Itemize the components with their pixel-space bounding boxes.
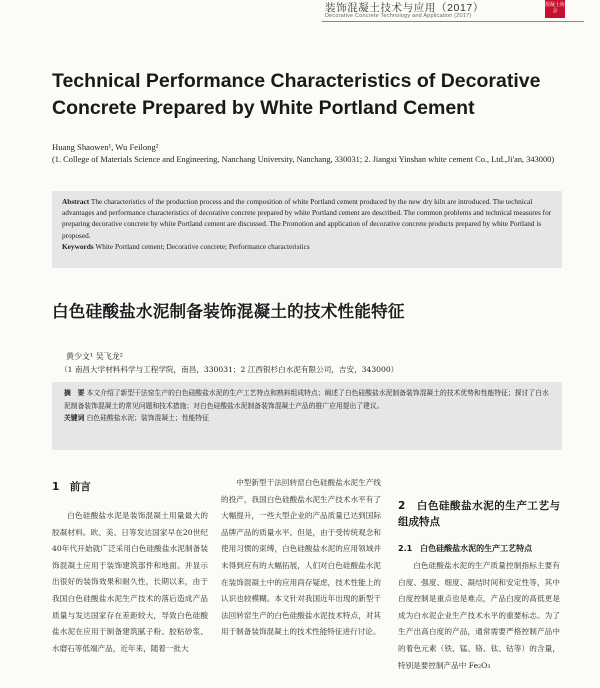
body-column-3	[398, 498, 560, 674]
authors-en: Huang Shaowen¹, Wu Feilong²	[52, 142, 159, 152]
section-1-paragraph-cont: 中型新型干法回转窑白色硅酸盐水泥生产线的投产，我国白色硅酸盐水泥生产技术水平有了大幅提升，一些大型企业的产品质量已达到国际品牌产品的质量水平。但是，由于受传统观念和使用习惯的束缚，白色硅酸盐水泥的应用领域并未得到应有的大幅拓展，人们对白色硅酸盐水泥在装饰混凝土中的应用尚存疑虑，技术性能上的认识也较模糊。本文针对我国近年出现的新型干法回转窑生产的白色硅酸盐水泥技术特点，对其用于制备装饰混凝土的技术性能特征进行讨论。	[221, 478, 381, 637]
body-column-2	[221, 475, 381, 641]
section-2-1-heading: 2.1 白色硅酸盐水泥的生产工艺特点	[398, 544, 533, 553]
header-rule	[322, 21, 584, 22]
abstract-cn-label: 摘 要	[64, 389, 85, 397]
section-2-heading: 2 白色硅酸盐水泥的生产工艺与组成特点	[398, 500, 560, 528]
abstract-cn-text: 本文介绍了新型干法窑生产的白色硅酸盐水泥的生产工艺特点和熟料组成特点；阐述了白色硅酸盐水泥制备装饰混凝土的技术优势和性能特征；探讨了白水泥制备装饰混凝土的常见问题和技术措施；对白色硅酸盐水泥制备装饰混凝土产品的推广应用提出了建议。	[64, 389, 549, 410]
keywords-en-label: Keywords	[62, 241, 94, 251]
body-column-1	[52, 480, 208, 657]
conference-title-cn: 装饰混凝土技术与应用（2017）	[325, 2, 484, 14]
abstract-cn-box	[52, 382, 562, 450]
abstract-en-label: Abstract	[62, 197, 90, 206]
paper-title-cn: 白色硅酸盐水泥制备装饰混凝土的技术性能特征	[52, 302, 405, 321]
section-1-paragraph: 白色硅酸盐水泥是装饰混凝土用量最大的胶凝材料。欧、美、日等发达国家早在20世纪40年代开始就广泛采用白色硅酸盐水泥制备装饰混凝土应用于装饰建筑部件和地面。并显示出很好的装饰效果和耐久性，长期以来，由于我国白色硅酸盐水泥生产技术的落后造成产品质量与发达国家存在差距较大，导致白色硅酸盐水泥在应用于制备建筑腻子粉、胶粘砂浆、水磨石等低端产品，近年来，随着一批大	[52, 511, 208, 653]
abstract-en-box	[52, 191, 562, 268]
conference-title-en: Decorative Concrete Technology and Application (2017)	[325, 13, 472, 19]
publisher-logo	[545, 0, 565, 18]
section-1-heading: 1 前言	[52, 481, 91, 493]
paper-title-en: Technical Performance Characteristics of Decorative Concrete Prepared by White Portland Cement	[52, 70, 541, 119]
section-2-1-paragraph: 白色硅酸盐水泥的生产质量控制指标主要有白度、强度、细度、凝结时间和安定性等，其中白度控制是重点也是难点，产品白度的高低更是成为白水泥企业生产技术水平的重要标志。为了生产出高白度的产品，通常需要严格控制产品中的着色元素（铁、锰、铬、钛、钴等）的含量，特别是要控制产品中 Fe₂O₃	[398, 561, 560, 670]
affiliation-cn: （1 南昌大学材料科学与工程学院，南昌，330031；2 江西银杉白水泥有限公司，吉安，343000）	[60, 365, 399, 374]
keywords-cn-label: 关键词	[64, 414, 85, 422]
logo-text: 混凝土协会	[545, 2, 566, 14]
keywords-cn-text: 白色硅酸盐水泥；装饰混凝土；性能特征	[86, 414, 209, 422]
affiliation-en: (1. College of Materials Science and Engineering, Nanchang University, Nanchang, 330031; 2. Jiangxi Yinshan white cement Co., Ltd.,Ji'an, 343000)	[52, 155, 555, 164]
abstract-en-text: The characteristics of the production process and the composition of white Portland cement produced by the new dry kiln are introduced. The technical advantages and performance characteristics of decorative concrete prepared by white Portland cement are described. The common problems and technical measures for preparing decorative concrete by white Portland cement are discussed. The Promotion and application of decorative concrete products prepared by white Portland is proposed.	[62, 197, 552, 240]
running-header	[0, 0, 600, 22]
keywords-en-text: White Portland cement; Decorative concrete; Performance characteristics	[95, 241, 310, 251]
authors-cn: 黄少文¹ 吴飞龙²	[66, 352, 123, 361]
